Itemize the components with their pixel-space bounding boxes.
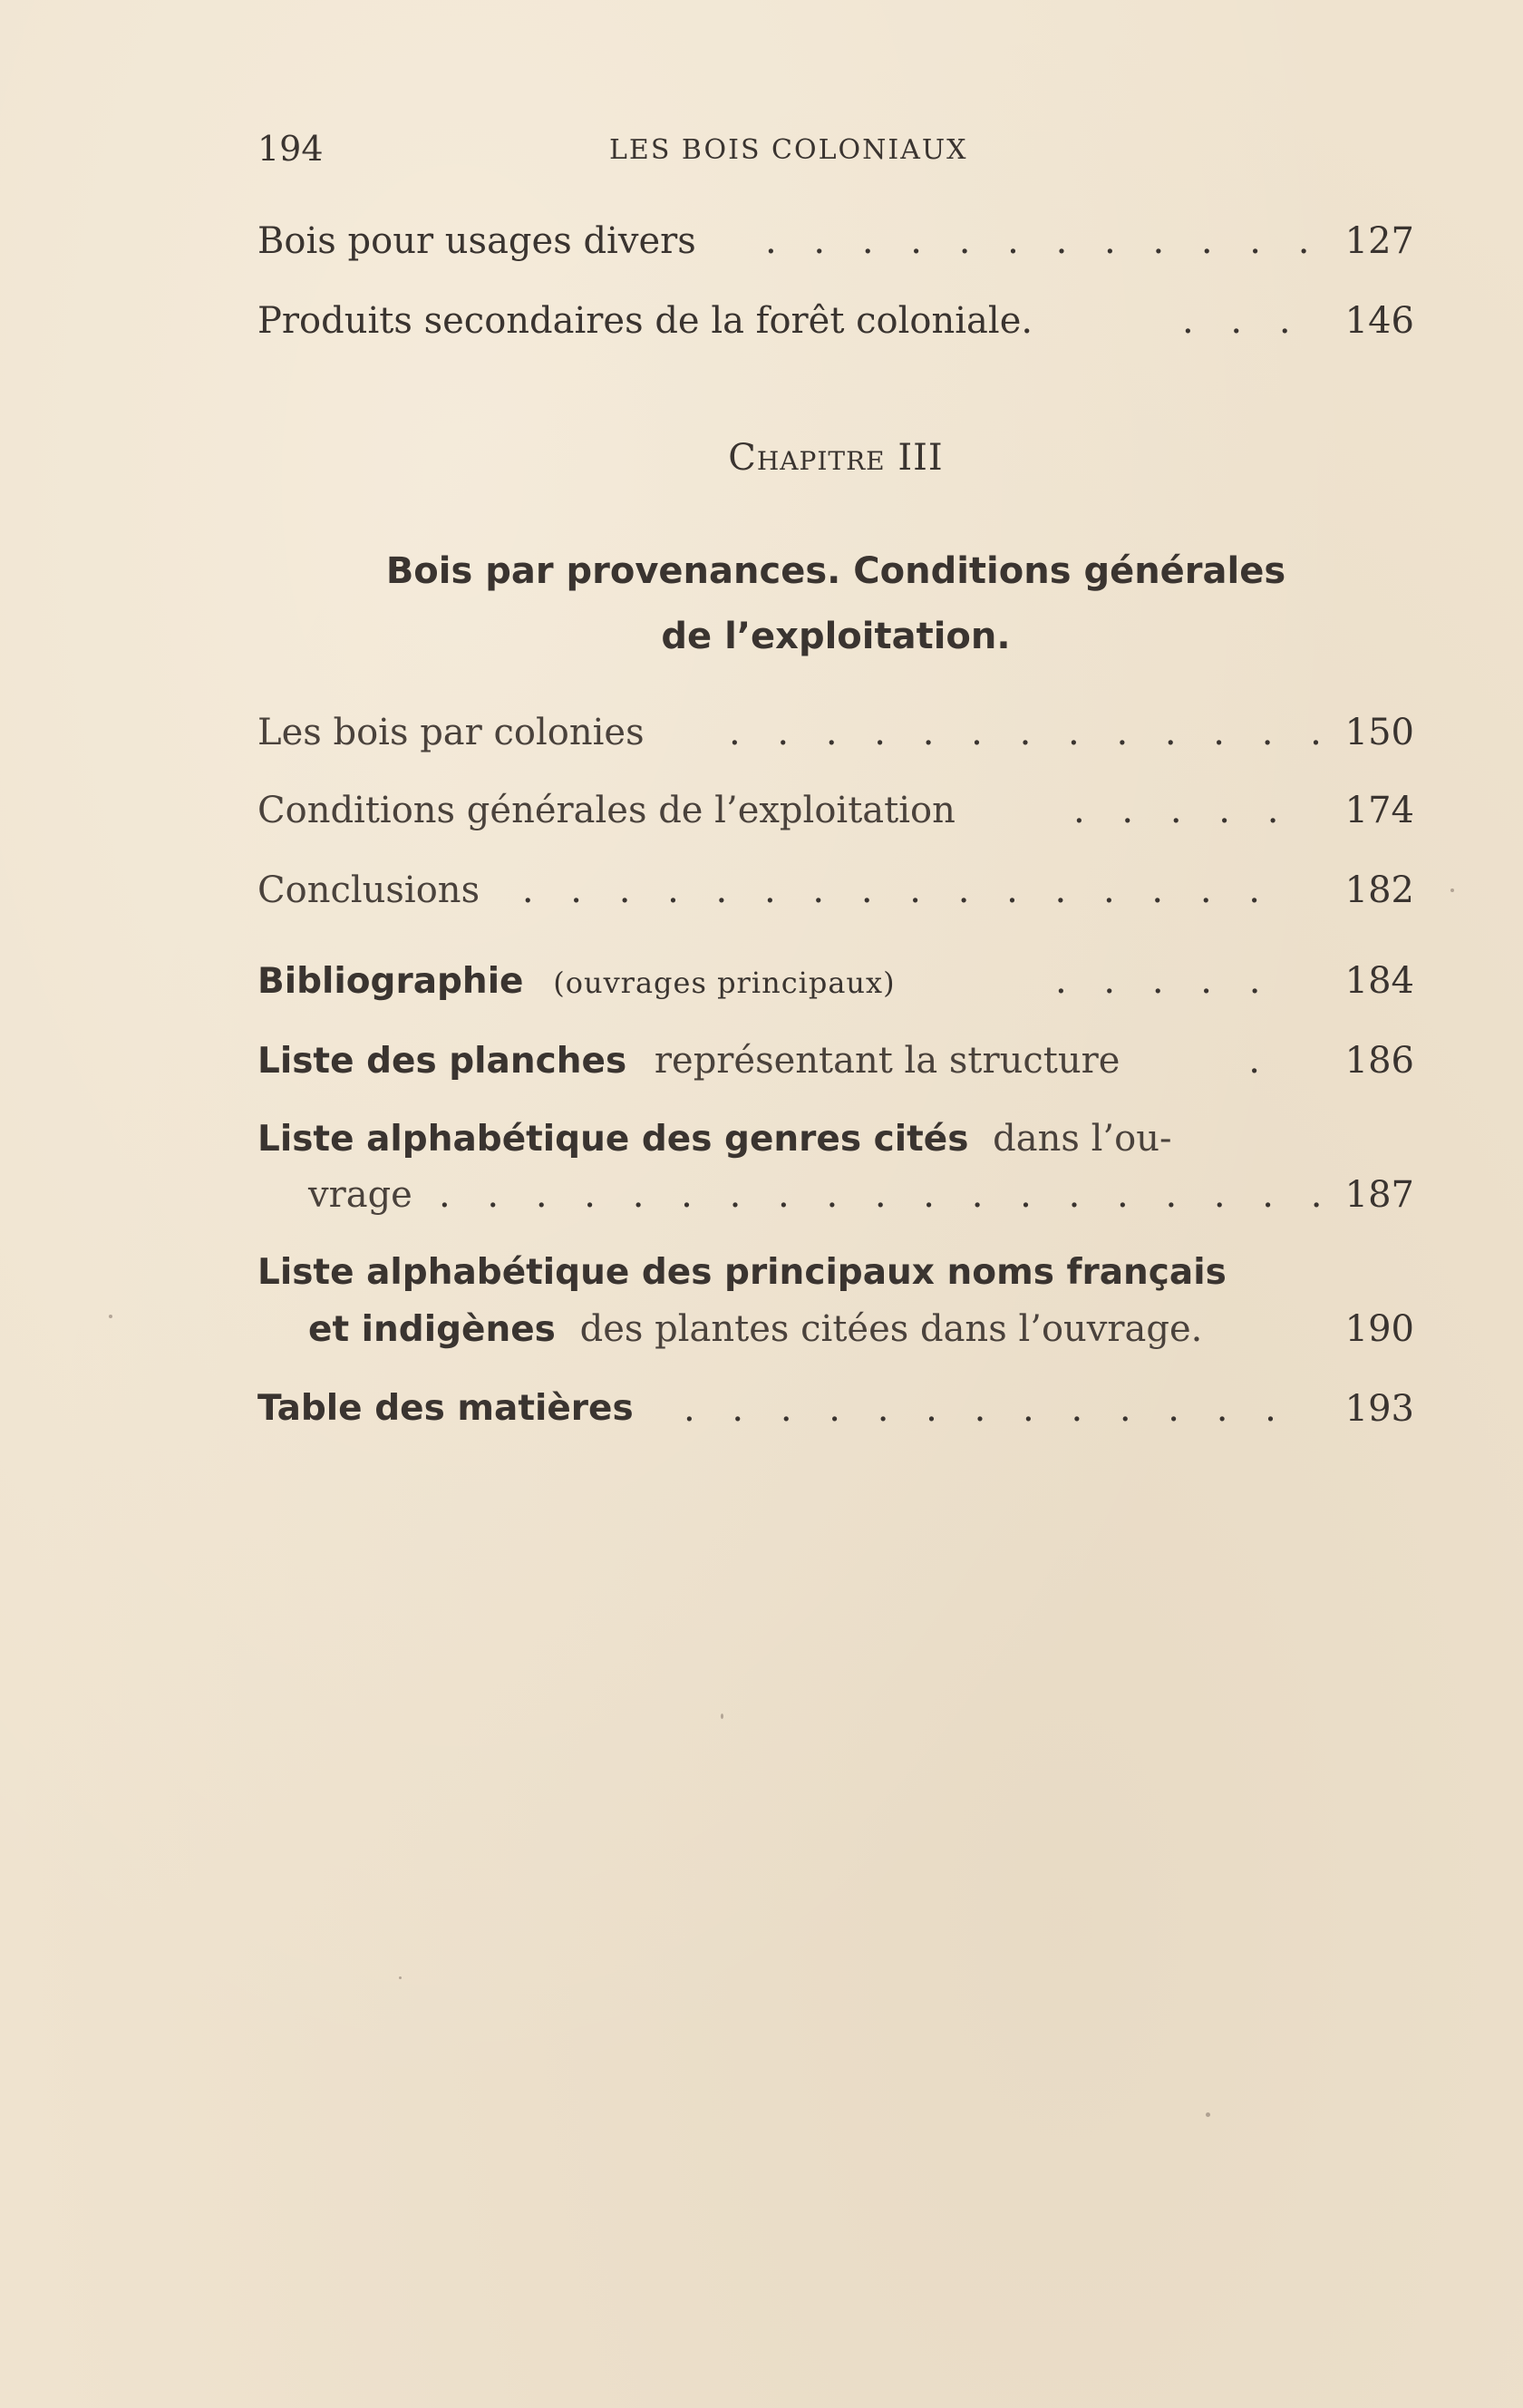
chapter-title bbox=[257, 539, 1414, 669]
entry-title-line-1 bbox=[257, 1113, 1171, 1165]
entry-page: 150 bbox=[1344, 712, 1414, 753]
page-number: 194 bbox=[257, 129, 324, 169]
entry-title-regular: des plantes citées dans l’ouvrage. bbox=[579, 1308, 1203, 1350]
entry-page: 182 bbox=[1344, 869, 1414, 911]
chapter-title-line-2: de l’exploitation. bbox=[661, 616, 1011, 657]
toc-entry-conclusions bbox=[257, 865, 1414, 916]
toc-entry-bois-usages bbox=[257, 216, 1414, 267]
paper-speck bbox=[721, 1714, 723, 1719]
dot-leaders: . . . . . . . . . . . . bbox=[765, 220, 1323, 262]
dot-leaders: . . . bbox=[1182, 300, 1304, 342]
entry-title: Table des matières bbox=[257, 1388, 634, 1429]
entry-title: Conclusions bbox=[257, 869, 480, 911]
entry-page: 190 bbox=[1344, 1308, 1414, 1350]
entry-title-bold: Liste alphabétique des genres cités bbox=[257, 1119, 969, 1160]
paper-speck bbox=[109, 1315, 112, 1318]
entry-page: 174 bbox=[1344, 790, 1414, 831]
dot-leaders: . . . . . . . . . . . . . . . . bbox=[521, 869, 1273, 911]
dot-leaders: . . . . . . . . . . . . . bbox=[684, 1388, 1289, 1430]
entry-title-regular: représentant la structure bbox=[654, 1040, 1120, 1082]
entry-title: Produits secondaires de la forêt coloniale. bbox=[257, 300, 1033, 342]
entry-page: 127 bbox=[1344, 220, 1414, 262]
toc-entry-conditions bbox=[257, 785, 1414, 836]
entry-title bbox=[257, 1035, 1120, 1087]
paper-speck bbox=[399, 1976, 402, 1979]
toc-page bbox=[257, 0, 1414, 2408]
entry-page: 193 bbox=[1344, 1388, 1414, 1430]
entry-subtitle: (ouvrages principaux) bbox=[553, 966, 896, 1000]
dot-leaders: . . . . . . . . . . . . . bbox=[729, 712, 1334, 753]
entry-title: Conditions générales de l’exploitation bbox=[257, 790, 956, 831]
entry-page: 146 bbox=[1344, 300, 1414, 342]
dot-leaders: . . . . . bbox=[1073, 790, 1292, 831]
entry-page: 184 bbox=[1344, 960, 1414, 1002]
toc-entry-bois-colonies bbox=[257, 707, 1414, 758]
toc-entry-planches bbox=[257, 1035, 1414, 1086]
toc-entry-produits-secondaires bbox=[257, 296, 1414, 346]
entry-title: Les bois par colonies bbox=[257, 712, 645, 753]
chapter-label: Chapitre III bbox=[728, 437, 944, 479]
entry-title-line-1: Liste alphabétique des principaux noms français bbox=[257, 1252, 1227, 1293]
paper-speck bbox=[1206, 2112, 1210, 2117]
toc-entry-noms bbox=[257, 1248, 1414, 1356]
entry-title: Bois pour usages divers bbox=[257, 220, 696, 262]
dot-leaders: . . . . . . . . . . . . . . . . . . . bbox=[439, 1174, 1335, 1216]
entry-title-bold: et indigènes bbox=[308, 1309, 556, 1350]
entry-page: 186 bbox=[1344, 1040, 1414, 1082]
entry-page: 187 bbox=[1344, 1174, 1414, 1216]
dot-leaders: . . . . . bbox=[1055, 960, 1274, 1002]
paper-speck bbox=[1450, 888, 1454, 892]
running-title: LES BOIS COLONIAUX bbox=[609, 134, 968, 166]
running-header bbox=[257, 129, 1414, 172]
entry-title-line-2 bbox=[308, 1304, 1202, 1355]
entry-title-bold: Bibliographie bbox=[257, 961, 524, 1002]
entry-title bbox=[257, 956, 896, 1008]
toc-entry-table-matieres bbox=[257, 1384, 1414, 1434]
toc-entry-genres bbox=[257, 1113, 1414, 1222]
dot-leaders: . bbox=[1248, 1040, 1273, 1082]
toc-entry-bibliographie bbox=[257, 956, 1414, 1006]
entry-title-regular: dans l’ou- bbox=[993, 1118, 1172, 1160]
entry-title-bold: Liste des planches bbox=[257, 1041, 627, 1082]
entry-title-line-2: vrage bbox=[308, 1174, 412, 1216]
chapter-title-line-1: Bois par provenances. Conditions générales bbox=[385, 550, 1286, 592]
